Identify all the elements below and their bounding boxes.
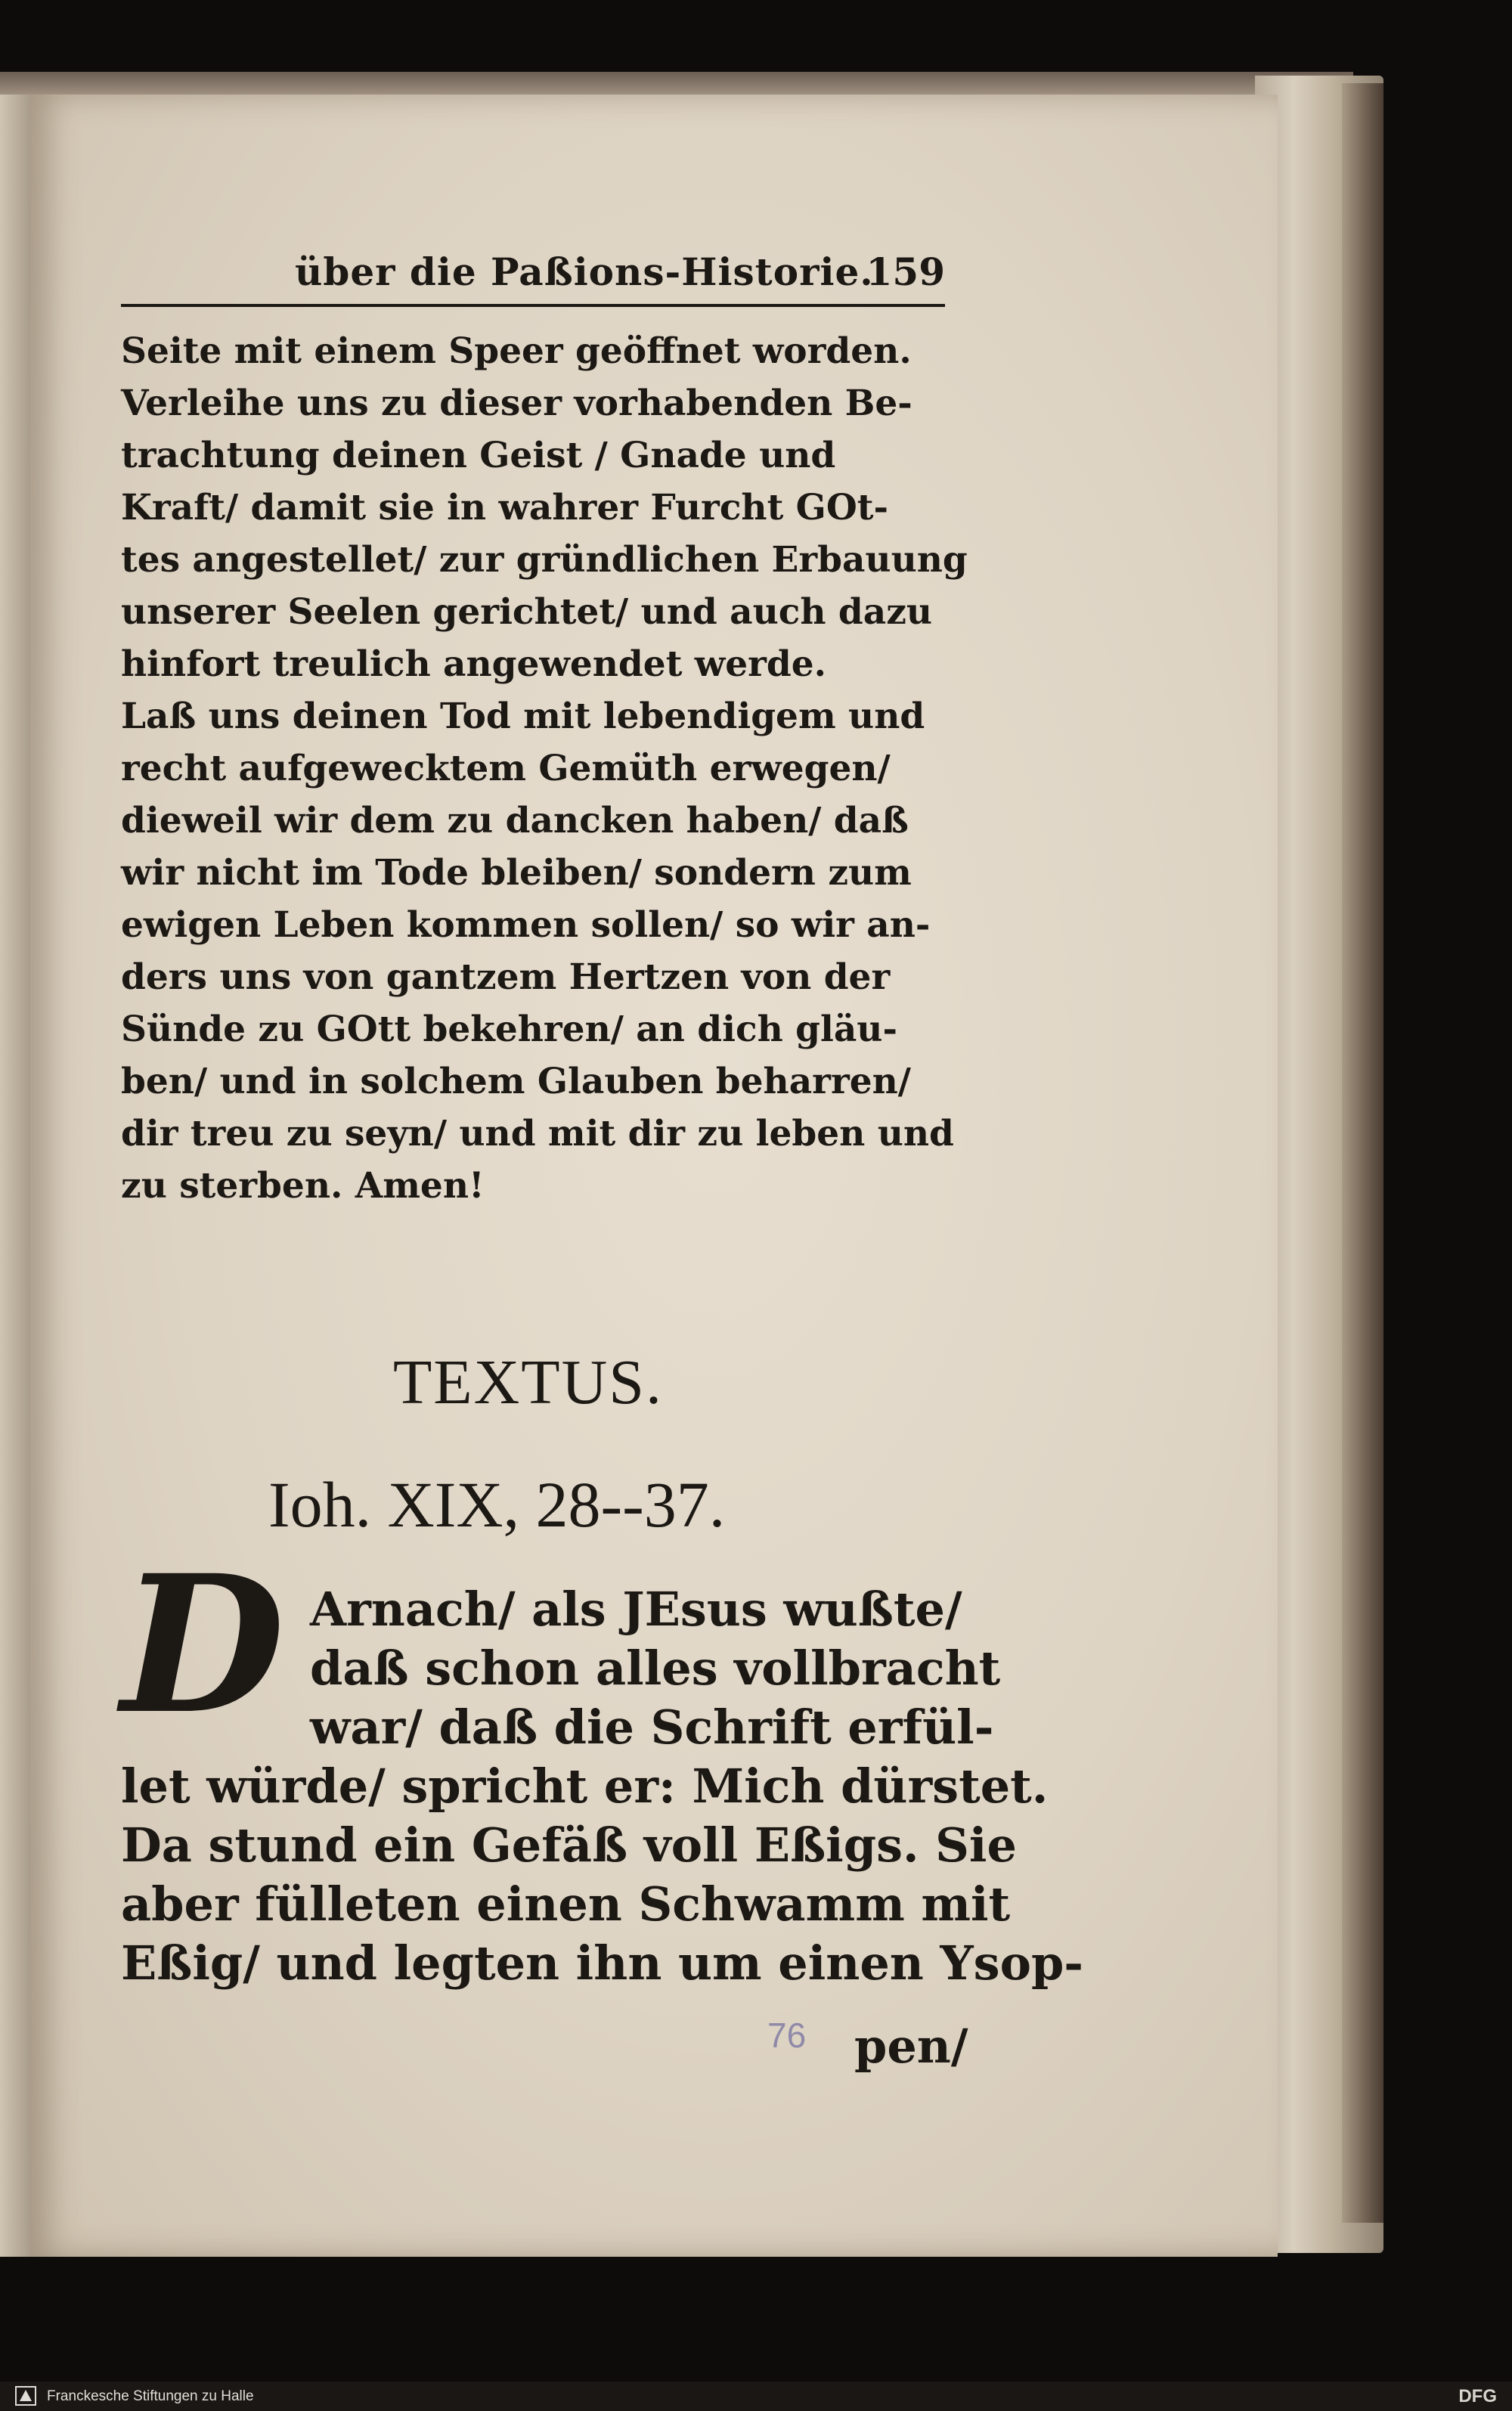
- text-line: recht aufgewecktem Gemüth erwegen/: [121, 748, 891, 789]
- funder-logo: DFG: [1458, 2386, 1497, 2406]
- footer-bar: [0, 2382, 1512, 2411]
- text-line: hinfort treulich angewendet werde.: [121, 643, 827, 685]
- prayer-text: [121, 325, 968, 1212]
- footer-institution: Franckesche Stiftungen zu Halle: [47, 2388, 254, 2404]
- text-line: wir nicht im Tode bleiben/ sondern zum: [121, 852, 912, 894]
- running-head-title: über die Paßions-Historie.: [295, 249, 874, 294]
- text-line: Seite mit einem Speer geöffnet worden.: [121, 330, 912, 372]
- running-head: [121, 249, 945, 310]
- text-line: war/ daß die Schrift erfül-: [310, 1700, 994, 1755]
- text-line: dieweil wir dem zu dancken haben/ daß: [121, 800, 909, 841]
- scripture-citation: Ioh. XIX, 28--37.: [268, 1468, 726, 1541]
- pencil-annotation: 76: [767, 2016, 807, 2055]
- page-number: 159: [866, 249, 945, 294]
- section-heading: TEXTUS.: [393, 1347, 663, 1418]
- text-line: zu sterben. Amen!: [121, 1165, 485, 1207]
- text-line: daß schon alles vollbracht: [310, 1641, 1001, 1696]
- text-line: ders uns von gantzem Hertzen von der: [121, 956, 891, 998]
- gutter-strip: [0, 95, 30, 2257]
- text-line: Kraft/ damit sie in wahrer Furcht GOt-: [121, 487, 888, 528]
- text-line: tes angestellet/ zur gründlichen Erbauung: [121, 539, 968, 581]
- text-line: Eßig/ und legten ihn um einen Ysop-: [121, 1935, 1084, 1991]
- cover-edge: [1342, 83, 1383, 2223]
- text-line: ben/ und in solchem Glauben beharren/: [121, 1061, 911, 1102]
- institution-logo-icon: [15, 2386, 36, 2406]
- text-line: Arnach/ als JEsus wußte/: [310, 1582, 962, 1637]
- text-line: Sünde zu GOtt bekehren/ an dich gläu-: [121, 1009, 897, 1050]
- text-line: Laß uns deinen Tod mit lebendigem und: [121, 696, 925, 737]
- head-rule: [121, 304, 945, 307]
- text-line: aber fülleten einen Schwamm mit: [121, 1876, 1011, 1932]
- text-line: Da stund ein Gefäß voll Eßigs. Sie: [121, 1818, 1017, 1873]
- text-line: dir treu zu seyn/ und mit dir zu leben und: [121, 1113, 954, 1154]
- text-line: let würde/ spricht er: Mich dürstet.: [121, 1759, 1049, 1814]
- scripture-text: [121, 1580, 1084, 1993]
- text-line: unserer Seelen gerichtet/ und auch dazu: [121, 591, 933, 633]
- text-line: trachtung deinen Geist / Gnade und: [121, 435, 836, 476]
- drop-cap-initial: D: [121, 1533, 285, 1756]
- text-line: Verleihe uns zu dieser vorhabenden Be-: [121, 383, 912, 424]
- text-line: ewigen Leben kommen sollen/ so wir an-: [121, 904, 931, 946]
- catchword: pen/: [854, 2019, 968, 2074]
